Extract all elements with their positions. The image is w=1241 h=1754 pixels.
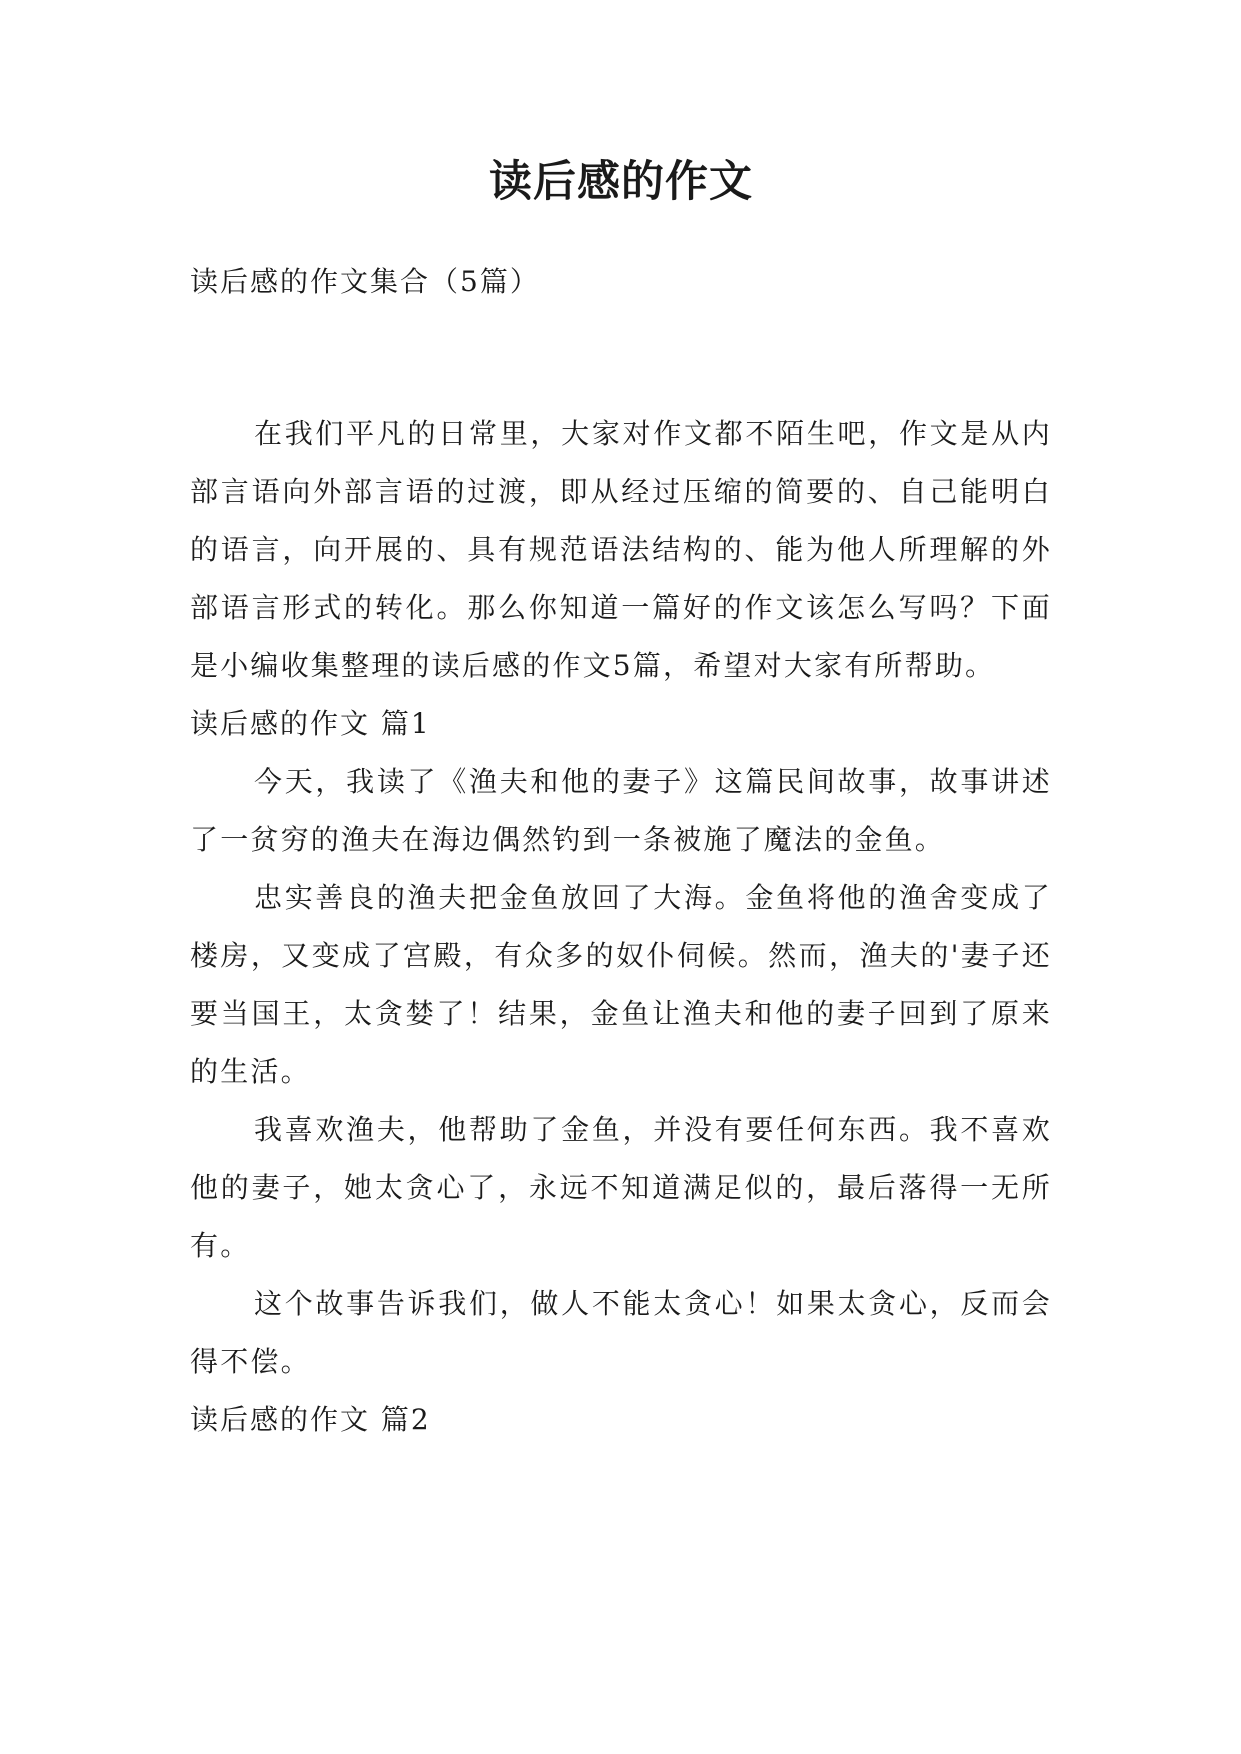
section-1-paragraph-2: 忠实善良的渔夫把金鱼放回了大海。金鱼将他的渔舍变成了楼房，又变成了宫殿，有众多的奴仆伺候。然而，渔夫的'妻子还要当国王，太贪婪了！结果，金鱼让渔夫和他的妻子回到了原来的生活。: [190, 881, 1052, 1088]
section-heading-1: 读后感的作文 篇1: [190, 707, 431, 740]
section-1-paragraph-1: 今天，我读了《渔夫和他的妻子》这篇民间故事，故事讲述了一贫穷的渔夫在海边偶然钓到一条被施了魔法的金鱼。: [190, 765, 1052, 856]
intro-paragraph: 在我们平凡的日常里，大家对作文都不陌生吧，作文是从内部言语向外部言语的过渡，即从经过压缩的简要的、自己能明白的语言，向开展的、具有规范语法结构的、能为他人所理解的外部语言形式的转化。那么你知道一篇好的作文该怎么写吗？下面是小编收集整理的读后感的作文5篇，希望对大家有所帮助。: [190, 417, 1052, 682]
section-heading-2: 读后感的作文 篇2: [190, 1403, 431, 1436]
document-subtitle: 读后感的作文集合（5篇）: [190, 265, 540, 298]
document-body: [190, 405, 1052, 1449]
document-title: 读后感的作文: [489, 157, 753, 207]
section-1-paragraph-3: 我喜欢渔夫，他帮助了金鱼，并没有要任何东西。我不喜欢他的妻子，她太贪心了，永远不知道满足似的，最后落得一无所有。: [190, 1113, 1052, 1262]
section-1-paragraph-4: 这个故事告诉我们，做人不能太贪心！如果太贪心，反而会得不偿。: [190, 1287, 1052, 1378]
